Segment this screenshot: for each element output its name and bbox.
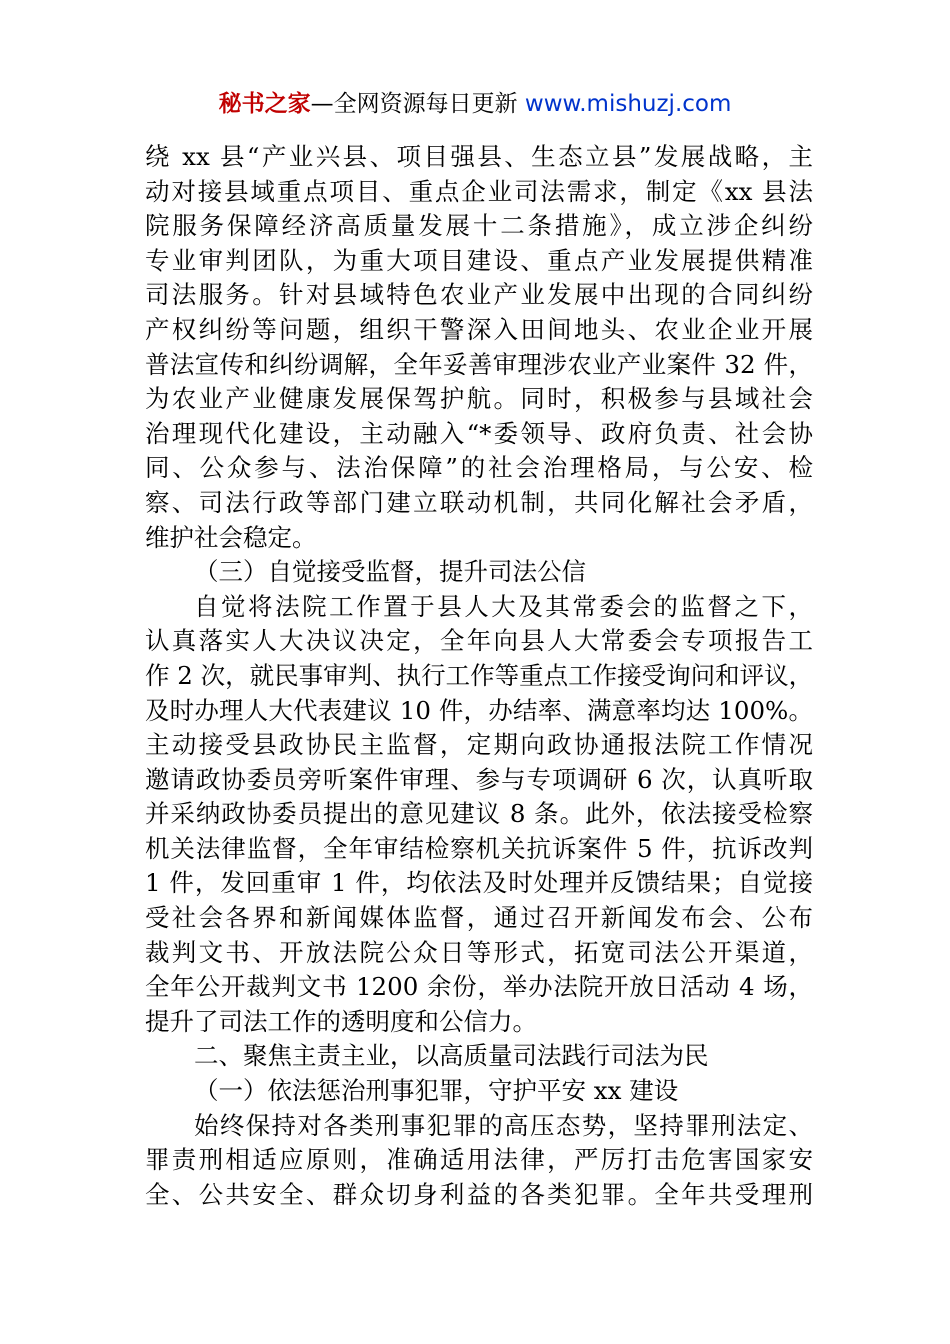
text-line: 同、公众参与、法治保障”的社会治理格局，与公安、检 — [145, 453, 813, 483]
text-line: 并采纳政协委员提出的意见建议 8 条。此外，依法接受检察 — [145, 799, 813, 829]
text-line: 为农业产业健康发展保驾护航。同时，积极参与县域社会 — [145, 384, 813, 414]
text-line: （三）自觉接受监督，提升司法公信 — [194, 557, 586, 587]
text-line: 普法宣传和纠纷调解，全年妥善审理涉农业产业案件 32 件， — [145, 349, 813, 379]
site-header — [0, 88, 950, 120]
text-line: 自觉将法院工作置于县人大及其常委会的监督之下， — [194, 591, 813, 621]
text-line: 及时办理人大代表建议 10 件，办结率、满意率均达 100%。 — [145, 695, 813, 725]
text-line: 邀请政协委员旁听案件审理、参与专项调研 6 次，认真听取 — [145, 764, 813, 794]
text-line: 院服务保障经济高质量发展十二条措施》，成立涉企纠纷 — [145, 211, 813, 241]
text-line: 主动接受县政协民主监督，定期向政协通报法院工作情况 — [145, 730, 813, 760]
text-line: 提升了司法工作的透明度和公信力。 — [145, 1006, 537, 1036]
text-line: 维护社会稳定。 — [145, 522, 317, 552]
text-line: （一）依法惩治刑事犯罪，守护平安 xx 建设 — [194, 1076, 679, 1106]
text-line: 察、司法行政等部门建立联动机制，共同化解社会矛盾， — [145, 487, 813, 517]
text-line: 二、聚焦主责主业，以高质量司法践行司法为民 — [194, 1041, 709, 1071]
text-line: 专业审判团队，为重大项目建设、重点产业发展提供精准 — [145, 245, 813, 275]
document-body — [145, 140, 813, 1212]
text-line: 始终保持对各类刑事犯罪的高压态势，坚持罪刑法定、 — [194, 1110, 813, 1140]
text-line: 绕 xx 县“产业兴县、项目强县、生态立县”发展战略，主 — [145, 142, 813, 171]
site-url-link[interactable]: www.mishuzj.com — [524, 91, 732, 117]
site-tagline: —全网资源每日更新 — [310, 91, 525, 117]
text-line: 司法服务。针对县域特色农业产业发展中出现的合同纠纷 — [145, 280, 813, 310]
text-line: 动对接县域重点项目、重点企业司法需求，制定《xx 县法 — [145, 176, 813, 206]
text-line: 产权纠纷等问题，组织干警深入田间地头、农业企业开展 — [145, 314, 813, 344]
text-line: 受社会各界和新闻媒体监督，通过召开新闻发布会、公布 — [145, 903, 813, 933]
site-brand: 秘书之家 — [218, 91, 311, 117]
text-line: 治理现代化建设，主动融入“*委领导、政府负责、社会协 — [145, 418, 813, 448]
text-line: 全、公共安全、群众切身利益的各类犯罪。全年共受理刑 — [145, 1179, 813, 1209]
text-line: 机关法律监督，全年审结检察机关抗诉案件 5 件，抗诉改判 — [145, 833, 813, 863]
text-line: 1 件，发回重审 1 件，均依法及时处理并反馈结果；自觉接 — [145, 868, 813, 898]
text-line: 罪责刑相适应原则，准确适用法律，严厉打击危害国家安 — [145, 1145, 813, 1175]
text-line: 认真落实人大决议决定，全年向县人大常委会专项报告工 — [145, 626, 813, 656]
text-line: 裁判文书、开放法院公众日等形式，拓宽司法公开渠道， — [145, 937, 813, 967]
text-line: 全年公开裁判文书 1200 余份，举办法院开放日活动 4 场， — [145, 972, 813, 1002]
text-line: 作 2 次，就民事审判、执行工作等重点工作接受询问和评议， — [145, 660, 814, 690]
